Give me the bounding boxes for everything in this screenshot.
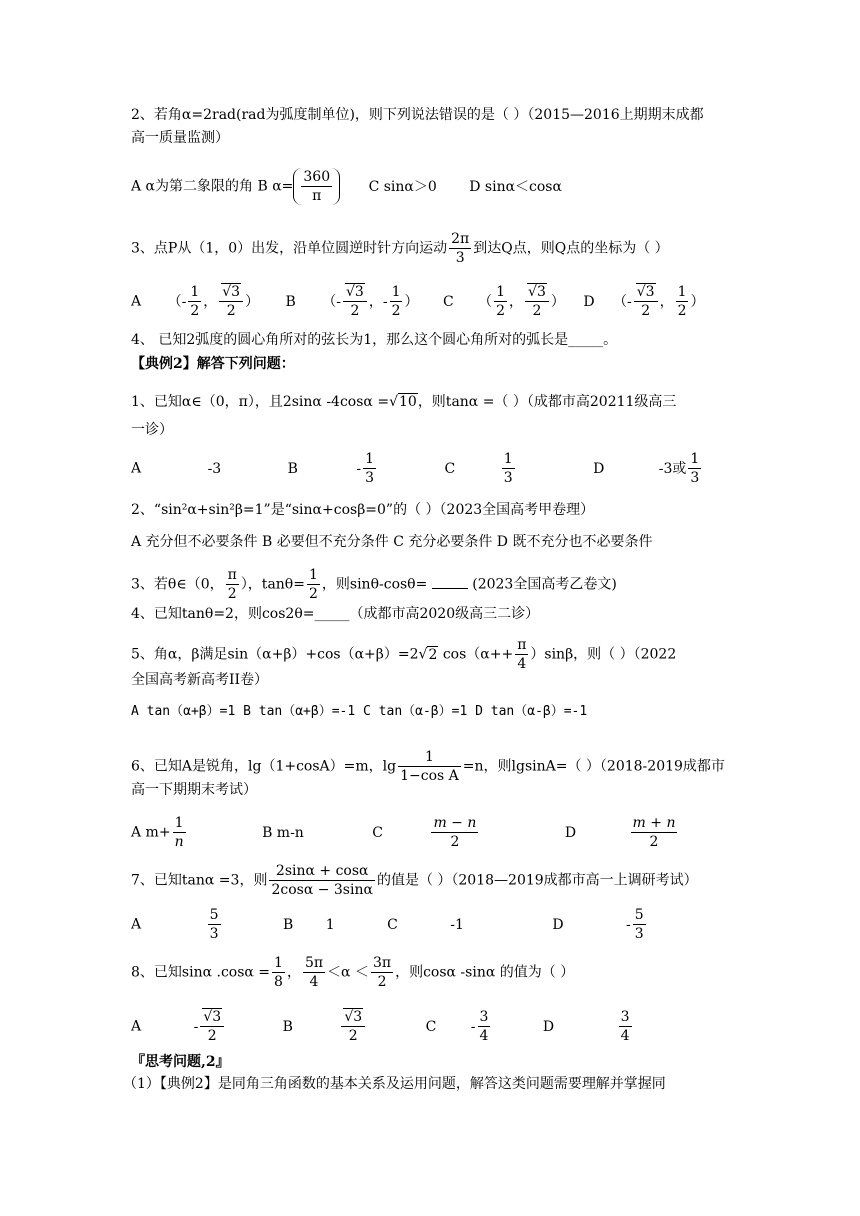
p8-text-d: ，则cosα -sinα 的值为（ ）: [395, 964, 575, 981]
answer-blank: [432, 574, 468, 589]
p1-line2: 一诊）: [131, 422, 173, 438]
p8-options: A - $\frac{√3}{2}$ B $\frac{√3}{2}$ C - $\frac{3}{4}$ D $\frac{3}{4}$: [131, 1009, 630, 1044]
think-line1: （1）【典例2】是同角三角函数的基本关系及运用问题，解答这类问题需要理解并掌握同: [123, 1076, 666, 1092]
p7-text-b: 的值是（ ）（2018—2019成都市高一上调研考试）: [376, 872, 698, 889]
q3-text: 3、点P从（1，0）出发，沿单位圆逆时针方向运动: [131, 240, 448, 257]
p7-label-a: A: [131, 916, 142, 933]
p5-line1: 5、角α，β满足sin（α+β）+cos（α+β）=2√2 cos（α++ $\frac{\pi}{4}$ ）sinβ，则（ ）（2022: [131, 637, 677, 672]
p6-label-b: B m-n: [262, 824, 304, 841]
p6-line2: 高一下期期末考试）: [131, 782, 257, 798]
frac-den: π: [312, 188, 322, 204]
p7-text-a: 7、已知tanα =3，则: [131, 872, 268, 889]
p6-text-a: 6、已知A是锐角，lg（1+cosA）=m，lg: [131, 758, 397, 775]
p1-value-d: -3或: [658, 460, 687, 477]
p2-line: 2、“sin²α+sin²β=1”是“sinα+cosβ=0”的（ ）（2023全国高考甲卷理）: [131, 502, 595, 518]
p5-text-b: cos（α+: [442, 646, 502, 663]
p2-options: A 充分但不必要条件 B 必要但不充分条件 C 充分必要条件 D 既不充分也不必要条件: [131, 534, 653, 550]
p1-label-b: B: [287, 460, 298, 477]
p6-label-a: A m+: [131, 824, 171, 841]
frac-num: 360: [303, 169, 331, 185]
p4-line: 4、已知tanθ=2，则cos2θ=_____（成都市高2020级高三二诊）: [131, 606, 540, 622]
p8-value-a: -: [193, 1018, 199, 1035]
frac-den: 3: [455, 250, 465, 266]
p7-value-d: -: [626, 916, 631, 933]
q2-option-c: C sinα＞0: [368, 178, 437, 195]
p8-label-a: A: [131, 1018, 142, 1035]
q2-line2: 高一质量监测）: [131, 130, 229, 146]
p8-text-c: ＜α ＜: [327, 964, 369, 981]
p7-label-d: D: [552, 916, 564, 933]
p7-value-c: -1: [450, 916, 464, 933]
p1-label-c: C: [444, 460, 456, 477]
p6-line1: 6、已知A是锐角，lg（1+cosA）=m，lg $\frac{1}{\text{1−cos A}}$ =n，则lgsinA=（ ）（2018-2019成都市: [131, 749, 725, 784]
p6-label-c: C: [372, 824, 383, 841]
p5-text-c: ）sinβ，则（ ）（2022: [530, 646, 677, 663]
q4-line: 4、 已知2弧度的圆心角所对的弦长为1，那么这个圆心角所对的弧长是_____。: [131, 332, 618, 348]
p3-line: 3、若θ∈（0， $\frac{\pi}{2}$ ），tanθ= $\frac{1}{2}$ ，则sinθ-cosθ= (2023全国高考乙卷文): [131, 567, 617, 602]
p3-text-a: 3、若θ∈（0，: [131, 576, 224, 593]
p1-options: A -3 B - $\frac{1}{3}$ C $\frac{1}{3}$ D -3或 $\frac{1}{3}$: [131, 451, 700, 486]
p8-label-c: C: [425, 1018, 437, 1035]
p1-label-d: D: [593, 460, 605, 477]
p5-line2: 全国高考新高考II卷）: [131, 672, 269, 688]
q2-option-d: D sinα＜cosα: [469, 178, 562, 195]
think-title: 『思考问题,2』: [131, 1054, 230, 1070]
p7-line: [131, 862, 698, 899]
q2-options: [131, 168, 562, 205]
p8-label-d: D: [542, 1018, 555, 1035]
p7-frac-num: 2sinα + cosα: [269, 862, 375, 881]
p1-text: 1、已知α∈（0，π），且2sinα -4cosα =: [131, 394, 390, 410]
p3-text-b: ），tanθ=: [240, 576, 305, 593]
p6-d-num: m + n: [632, 815, 676, 831]
sqrt-radicand: 10: [398, 394, 417, 410]
q3-line: [131, 230, 669, 267]
p3-source: (2023全国高考乙卷文): [472, 576, 617, 593]
p1-line1: 1、已知α∈（0，π），且2sinα -4cosα =√10，则tanα =（ ）（成都市高20211级高三: [131, 394, 677, 410]
p6-label-d: D: [564, 824, 577, 841]
p8-label-b: B: [282, 1018, 293, 1035]
p7-label-c: C: [387, 916, 398, 933]
p6-text-b: =n，则lgsinA=（ ）（2018-2019成都市: [462, 758, 725, 775]
p1-value-b: -: [356, 460, 362, 477]
p7-frac-den: 2cosα − 3sinα: [271, 882, 373, 898]
frac-num: 2π: [451, 231, 470, 247]
p1-text-post: ，则tanα =（ ）（成都市高20211级高三: [417, 394, 677, 410]
p8-value-c: -: [470, 1018, 476, 1035]
p6-c-num: m − n: [433, 815, 477, 831]
q2-option-a: A α为第二象限的角 B α=: [131, 178, 294, 195]
p7-value-b: 1: [325, 916, 335, 933]
p8-text-a: 8、已知sinα .cosα =: [131, 964, 271, 981]
p5-options: A tan（α+β）=1 B tan（α+β）=-1 C tan（α-β）=1 D tan（α-β）=-1: [131, 704, 588, 719]
p1-value-a: -3: [207, 460, 222, 477]
p6-options: A m+ $\frac{1}{n}$ B m-n C $\frac{m - n}{2}$ D $\frac{m + n}{2}$: [131, 815, 676, 850]
p8-text-b: ，: [286, 964, 301, 981]
p8-line: 8、已知sinα .cosα = $\frac{1}{8}$ ， $\frac{5\pi}{4}$ ＜α ＜ $\frac{3\pi}{2}$ ，则cosα -sinα 的值为（ ）: [131, 955, 575, 990]
p5-text-a: 5、角α，β满足sin（α+β）+cos（α+β）=2: [131, 646, 419, 663]
q3-label-d: D: [583, 293, 595, 310]
p6-frac-den: 1−cos A: [400, 768, 459, 784]
q3-label-c: C: [442, 293, 454, 310]
q3-options: A （- $\frac{1}{2}$ ， $\frac{√3}{2}$ ） B （- $\frac{√3}{2}$ ，- $\frac{1}{2}$ ） C （ $\frac{1}{2}$ ， $\frac{√3}{2}$ ） D （- $\frac{√3}{2}$ ， $\frac{1}{2}$ ）: [131, 284, 705, 319]
p3-text-c: ，则sinθ-cosθ=: [321, 576, 428, 593]
p7-label-b: B: [282, 916, 294, 933]
p1-label-a: A: [131, 460, 142, 477]
example2-title: 【典例2】解答下列问题：: [131, 356, 295, 372]
q3-text-post: 到达Q点，则Q点的坐标为（ ）: [473, 240, 669, 257]
p7-options: A $\frac{5}{3}$ B 1 C -1 D - $\frac{5}{3}$: [131, 907, 644, 942]
q3-label-a: A: [131, 293, 142, 310]
q3-label-b: B: [285, 293, 296, 310]
q2-line1: 2、若角α=2rad(rad为弧度制单位)，则下列说法错误的是（ ）（2015—2016上期期末成都: [131, 107, 704, 123]
